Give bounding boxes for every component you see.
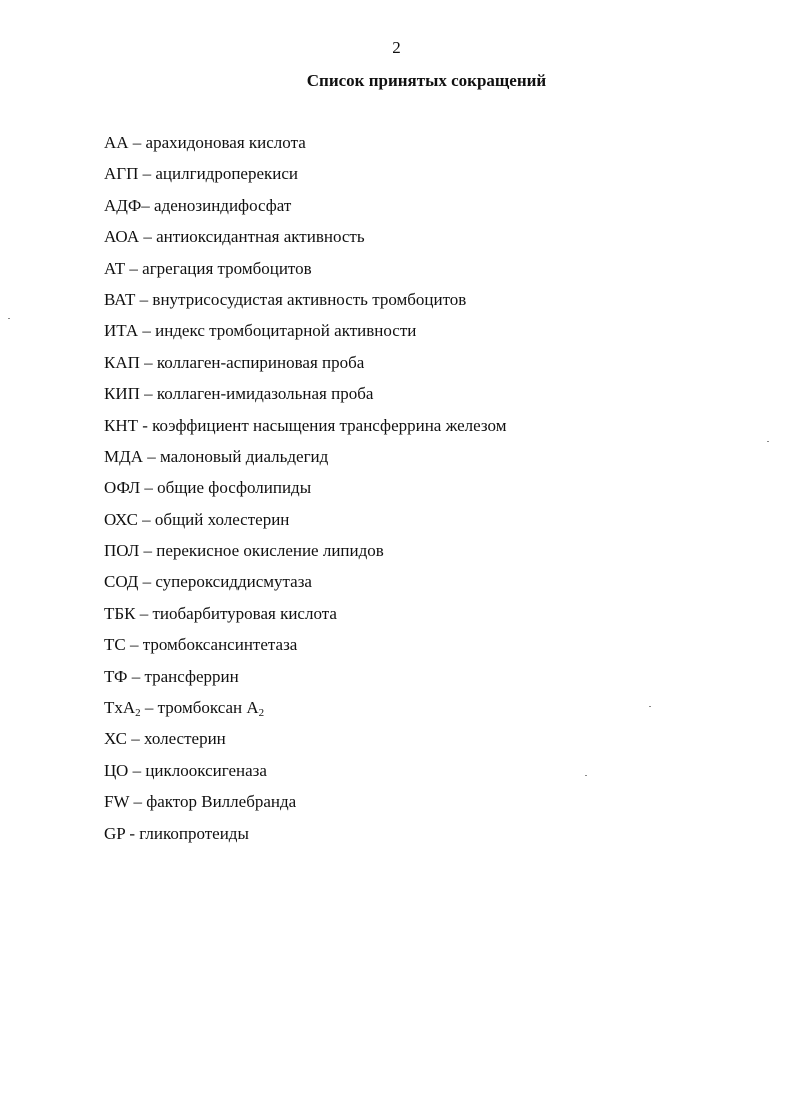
abbreviation-item: КИП – коллаген-имидазольная проба [104,384,374,404]
abbreviation-item: АА – арахидоновая кислота [104,133,306,152]
abbreviation-item: АТ – агрегация тромбоцитов [104,258,312,278]
abbreviation-item: МДА – малоновый диальдегид [104,446,329,466]
scan-speck [767,441,769,442]
abbreviation-item: FW – фактор Виллебранда [104,792,297,812]
abbreviation-item: ПОЛ – перекисное окисление липидов [104,541,384,561]
abbreviation-item: АДФ– аденозиндифосфат [104,195,292,215]
abbreviation-item: СОД – супероксиддисмутаза [104,572,312,592]
scan-speck [8,318,10,319]
abbreviation-item: ТФ – трансферрин [104,666,239,686]
scan-speck [649,706,651,707]
page-number: 2 [392,38,401,57]
abbreviation-item: АГП – ацилгидроперекиси [104,164,299,184]
abbreviation-item: ТБК – тиобарбитуровая кислота [104,603,337,623]
abbreviation-item: ХС – холестерин [104,729,226,749]
abbreviation-item: АОА – антиоксидантная активность [104,227,365,247]
page-title: Список принятых сокращений [306,71,547,90]
abbreviation-item-txa2 [104,696,506,727]
abbreviation-term: TxA [104,698,136,718]
abbreviation-item: ТС – тромбоксансинтетаза [104,635,298,655]
abbreviation-meaning: – тромбоксан А [140,698,259,718]
subscript: 2 [135,707,141,720]
abbreviation-item: ЦО – циклооксигеназа [104,760,267,780]
abbreviation-item: GP - гликопротеиды [104,823,249,843]
abbreviation-item: ОХС – общий холестерин [104,509,290,529]
subscript: 2 [258,707,265,720]
abbreviation-item: ВАТ – внутрисосудистая активность тромбоцитов [104,289,467,309]
abbreviation-item: ОФЛ – общие фосфолипиды [104,478,312,498]
scan-speck [585,775,587,776]
abbreviation-item: КАП – коллаген-аспириновая проба [104,352,365,372]
abbreviation-list [104,131,506,853]
abbreviation-item: ИТА – индекс тромбоцитарной активности [104,321,417,341]
abbreviation-item: КНТ - коэффициент насыщения трансферрина железом [104,415,507,435]
